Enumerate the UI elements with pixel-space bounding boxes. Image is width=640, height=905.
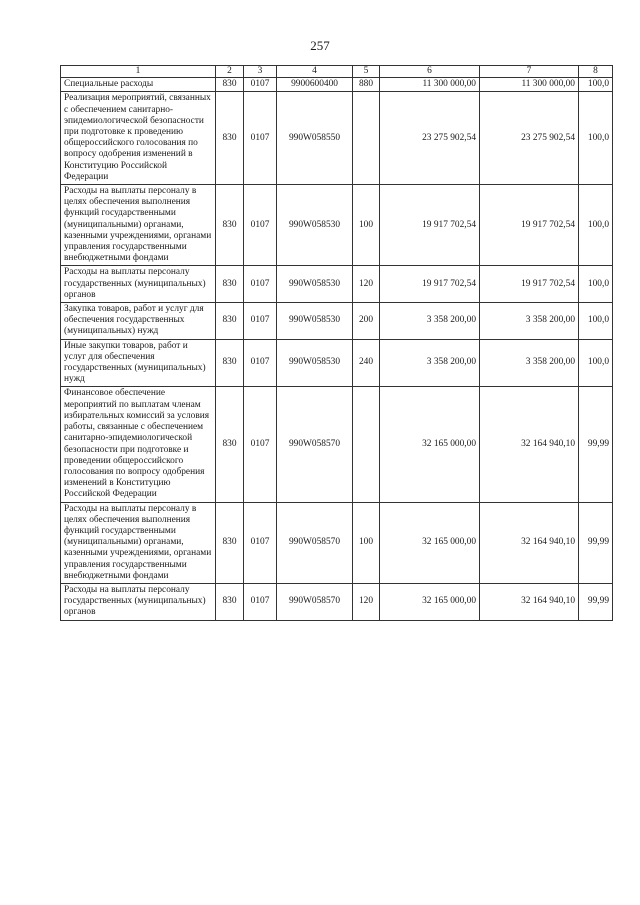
table-row bbox=[61, 387, 613, 502]
expense-name-cell: Специальные расходы bbox=[61, 78, 216, 92]
executed-amount-cell: 32 164 940,10 bbox=[480, 502, 579, 583]
executed-amount-cell: 19 917 702,54 bbox=[480, 266, 579, 303]
executed-amount-cell: 32 164 940,10 bbox=[480, 583, 579, 620]
executed-amount-cell: 3 358 200,00 bbox=[480, 303, 579, 340]
table-row bbox=[61, 185, 613, 266]
target-article-cell: 990W058570 bbox=[277, 387, 353, 502]
section-code-cell: 0107 bbox=[244, 92, 277, 185]
expense-type-cell: 100 bbox=[353, 185, 380, 266]
executed-amount-cell: 32 164 940,10 bbox=[480, 387, 579, 502]
section-code-cell: 0107 bbox=[244, 78, 277, 92]
target-article-cell: 990W058530 bbox=[277, 266, 353, 303]
planned-amount-cell: 11 300 000,00 bbox=[380, 78, 480, 92]
expense-type-cell: 200 bbox=[353, 303, 380, 340]
section-code-cell: 0107 bbox=[244, 266, 277, 303]
header-cell: 6 bbox=[380, 66, 480, 78]
planned-amount-cell: 32 165 000,00 bbox=[380, 502, 480, 583]
department-code-cell: 830 bbox=[216, 185, 244, 266]
target-article-cell: 990W058530 bbox=[277, 303, 353, 340]
target-article-cell: 990W058530 bbox=[277, 339, 353, 387]
execution-percent-cell: 99,99 bbox=[579, 502, 613, 583]
department-code-cell: 830 bbox=[216, 266, 244, 303]
section-code-cell: 0107 bbox=[244, 502, 277, 583]
execution-percent-cell: 100,0 bbox=[579, 266, 613, 303]
header-cell: 2 bbox=[216, 66, 244, 78]
target-article-cell: 990W058550 bbox=[277, 92, 353, 185]
expense-name-cell: Реализация мероприятий, связанных с обеспечением санитарно-эпидемиологической безопасности при подготовке к проведению общероссийского голосования по вопросу одобрения изменений в Конституцию Российской Федерации bbox=[61, 92, 216, 185]
executed-amount-cell: 19 917 702,54 bbox=[480, 185, 579, 266]
planned-amount-cell: 3 358 200,00 bbox=[380, 339, 480, 387]
planned-amount-cell: 32 165 000,00 bbox=[380, 583, 480, 620]
section-code-cell: 0107 bbox=[244, 185, 277, 266]
expense-name-cell: Расходы на выплаты персоналу государственных (муниципальных) органов bbox=[61, 266, 216, 303]
header-cell: 7 bbox=[480, 66, 579, 78]
executed-amount-cell: 11 300 000,00 bbox=[480, 78, 579, 92]
target-article-cell: 990W058570 bbox=[277, 502, 353, 583]
planned-amount-cell: 3 358 200,00 bbox=[380, 303, 480, 340]
expense-type-cell: 880 bbox=[353, 78, 380, 92]
department-code-cell: 830 bbox=[216, 339, 244, 387]
section-code-cell: 0107 bbox=[244, 387, 277, 502]
expense-type-cell: 120 bbox=[353, 583, 380, 620]
table-header-row bbox=[61, 66, 613, 78]
expense-type-cell: 100 bbox=[353, 502, 380, 583]
table-row bbox=[61, 583, 613, 620]
expense-name-cell: Расходы на выплаты персоналу в целях обеспечения выполнения функций государственными (муниципальными) органами, казенными учреждениями, органами управления государственными внебюджетными фондами bbox=[61, 502, 216, 583]
execution-percent-cell: 100,0 bbox=[579, 303, 613, 340]
table-row bbox=[61, 502, 613, 583]
target-article-cell: 9900600400 bbox=[277, 78, 353, 92]
expense-name-cell: Финансовое обеспечение мероприятий по выплатам членам избирательных комиссий за условия работы, связанные с обеспечением санитарно-эпидемиологической безопасности при подготовке и проведении общероссийского голосования по вопросу одобрения изменений в Конституцию Российской Федерации bbox=[61, 387, 216, 502]
expense-type-cell: 240 bbox=[353, 339, 380, 387]
section-code-cell: 0107 bbox=[244, 583, 277, 620]
execution-percent-cell: 100,0 bbox=[579, 185, 613, 266]
header-cell: 5 bbox=[353, 66, 380, 78]
page-number: 257 bbox=[310, 38, 330, 53]
expense-name-cell: Расходы на выплаты персоналу в целях обеспечения выполнения функций государственными (муниципальными) органами, казенными учреждениями, органами управления государственными внебюджетными фондами bbox=[61, 185, 216, 266]
department-code-cell: 830 bbox=[216, 387, 244, 502]
expense-name-cell: Закупка товаров, работ и услуг для обеспечения государственных (муниципальных) нужд bbox=[61, 303, 216, 340]
table-row bbox=[61, 266, 613, 303]
planned-amount-cell: 19 917 702,54 bbox=[380, 185, 480, 266]
department-code-cell: 830 bbox=[216, 78, 244, 92]
expense-type-cell bbox=[353, 387, 380, 502]
department-code-cell: 830 bbox=[216, 303, 244, 340]
department-code-cell: 830 bbox=[216, 502, 244, 583]
table-row bbox=[61, 303, 613, 340]
section-code-cell: 0107 bbox=[244, 303, 277, 340]
department-code-cell: 830 bbox=[216, 583, 244, 620]
executed-amount-cell: 23 275 902,54 bbox=[480, 92, 579, 185]
planned-amount-cell: 19 917 702,54 bbox=[380, 266, 480, 303]
budget-table bbox=[60, 65, 613, 621]
department-code-cell: 830 bbox=[216, 92, 244, 185]
expense-name-cell: Расходы на выплаты персоналу государственных (муниципальных) органов bbox=[61, 583, 216, 620]
table-row bbox=[61, 92, 613, 185]
planned-amount-cell: 23 275 902,54 bbox=[380, 92, 480, 185]
section-code-cell: 0107 bbox=[244, 339, 277, 387]
header-cell: 1 bbox=[61, 66, 216, 78]
execution-percent-cell: 99,99 bbox=[579, 583, 613, 620]
expense-type-cell bbox=[353, 92, 380, 185]
planned-amount-cell: 32 165 000,00 bbox=[380, 387, 480, 502]
header-cell: 3 bbox=[244, 66, 277, 78]
execution-percent-cell: 100,0 bbox=[579, 78, 613, 92]
execution-percent-cell: 100,0 bbox=[579, 92, 613, 185]
target-article-cell: 990W058530 bbox=[277, 185, 353, 266]
header-cell: 4 bbox=[277, 66, 353, 78]
expense-type-cell: 120 bbox=[353, 266, 380, 303]
executed-amount-cell: 3 358 200,00 bbox=[480, 339, 579, 387]
expense-name-cell: Иные закупки товаров, работ и услуг для обеспечения государственных (муниципальных) нужд bbox=[61, 339, 216, 387]
table-row bbox=[61, 78, 613, 92]
execution-percent-cell: 99,99 bbox=[579, 387, 613, 502]
table-row bbox=[61, 339, 613, 387]
header-cell: 8 bbox=[579, 66, 613, 78]
execution-percent-cell: 100,0 bbox=[579, 339, 613, 387]
target-article-cell: 990W058570 bbox=[277, 583, 353, 620]
